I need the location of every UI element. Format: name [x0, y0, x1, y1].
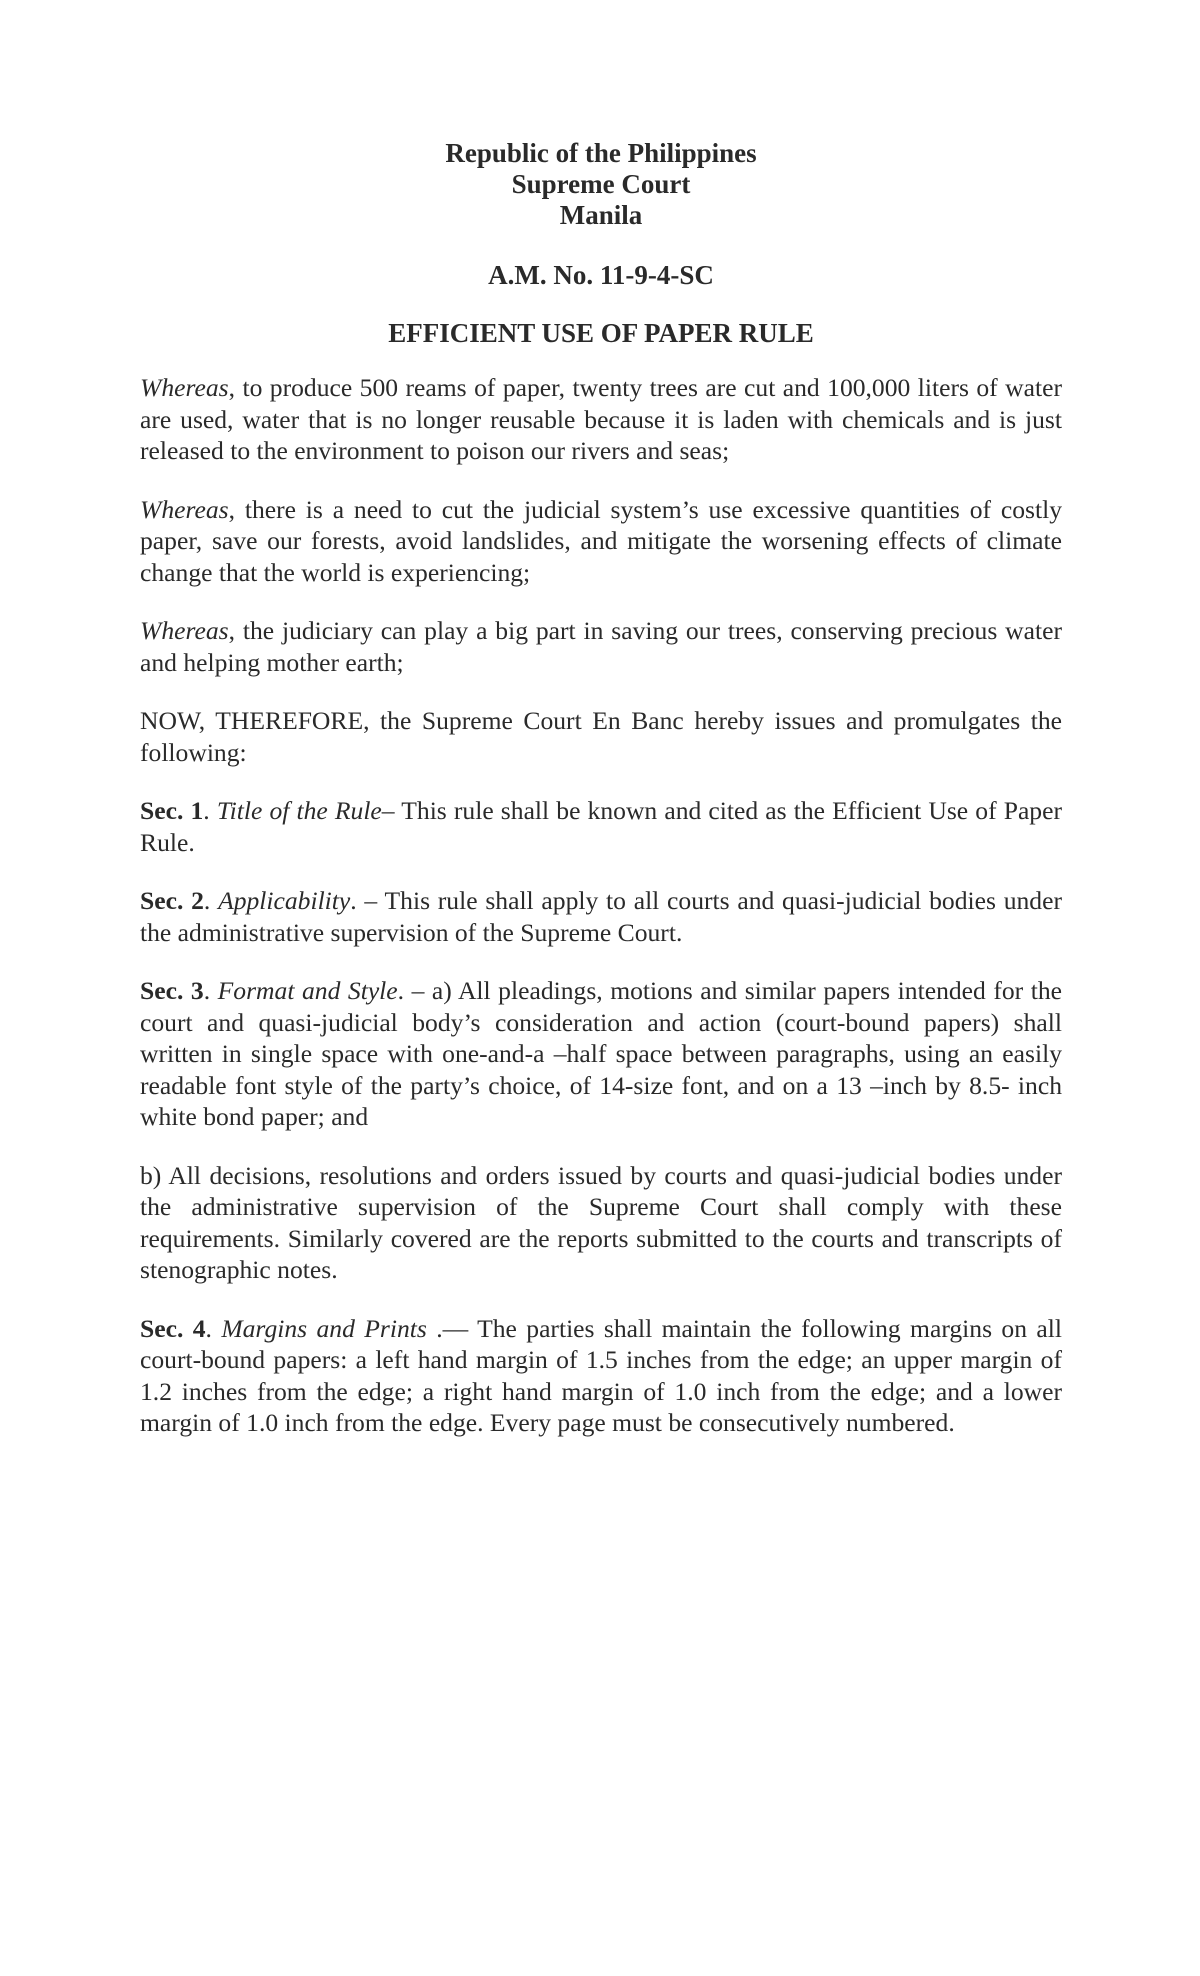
document-number: A.M. No. 11-9-4-SC — [488, 260, 714, 290]
section-heading: Margins and Prints — [221, 1313, 427, 1343]
document-title: EFFICIENT USE OF PAPER RULE — [388, 318, 814, 348]
letterhead — [140, 138, 1062, 231]
whereas-keyword: Whereas — [140, 373, 229, 402]
whereas-text: , the judiciary can play a big part in saving our trees, conserving precious water and helping mother earth; — [140, 616, 1062, 677]
whereas-clause-2 — [140, 494, 1062, 589]
header-city: Manila — [559, 200, 643, 230]
section-label: Sec. 3 — [140, 976, 204, 1005]
section-text: . – a) All pleadings, motions and similar papers intended for the court and quasi-judicial body’s consideration and action (court-bound papers) shall written in single space with one-and-a –half space between paragraphs, using an easily readable font style of the party’s choice, of 14-size font, and on a 13 –inch by 8.5- inch white bond paper; and — [140, 976, 1063, 1131]
whereas-text: , there is a need to cut the judicial system’s use excessive quantities of costly paper, save our forests, avoid landslides, and mitigate the worsening effects of climate change that the world is experiencing; — [140, 494, 1062, 587]
section-dot: . — [203, 796, 217, 825]
section-3-subsection-b: b) All decisions, resolutions and orders issued by courts and quasi-judicial bodies under the administrative supervision of the Supreme Court shall comply with these requirements. Similarly covered are the reports submitted to the courts and transcripts of stenographic notes. — [140, 1160, 1062, 1284]
section-text: – This rule shall be known and cited as the Efficient Use of Paper Rule. — [140, 796, 1062, 857]
whereas-clause-1 — [140, 372, 1062, 467]
whereas-keyword: Whereas — [140, 494, 229, 524]
whereas-clause-3 — [140, 615, 1062, 678]
section-label: Sec. 4 — [140, 1313, 206, 1343]
whereas-text: , to produce 500 reams of paper, twenty trees are cut and 100,000 liters of water are used, water that is no longer reusable because it is laden with chemicals and is just released to the environment to poison our rivers and seas; — [140, 373, 1062, 465]
section-4 — [140, 1313, 1062, 1439]
section-text: . – This rule shall apply to all courts and quasi-judicial bodies under the administrative supervision of the Supreme Court. — [140, 886, 1062, 947]
section-label: Sec. 1 — [140, 796, 204, 825]
section-heading: Title of the Rule — [216, 796, 382, 825]
section-heading: Format and Style — [217, 976, 398, 1005]
section-2 — [140, 885, 1062, 948]
section-dot: . — [203, 976, 218, 1005]
header-court: Supreme Court — [511, 169, 691, 199]
section-1 — [140, 795, 1062, 858]
section-3 — [140, 975, 1062, 1133]
section-dot: . — [203, 886, 219, 915]
section-heading: Applicability — [218, 886, 351, 915]
header-country: Republic of the Philippines — [445, 138, 757, 168]
whereas-keyword: Whereas — [140, 616, 229, 645]
section-dot: . — [205, 1313, 222, 1343]
section-text: .— The parties shall maintain the following margins on all court-bound papers: a left hand margin of 1.5 inches from the edge; an upper margin of 1.2 inches from the edge; a right hand margin of 1.0 inch from the edge; and a lower margin of 1.0 inch from the edge. Every page must be consecutively numbered. — [140, 1313, 1062, 1437]
now-therefore-clause: NOW, THEREFORE, the Supreme Court En Banc hereby issues and promulgates the following: — [140, 706, 1062, 767]
document-page — [140, 138, 1062, 1439]
section-label: Sec. 2 — [140, 886, 204, 915]
